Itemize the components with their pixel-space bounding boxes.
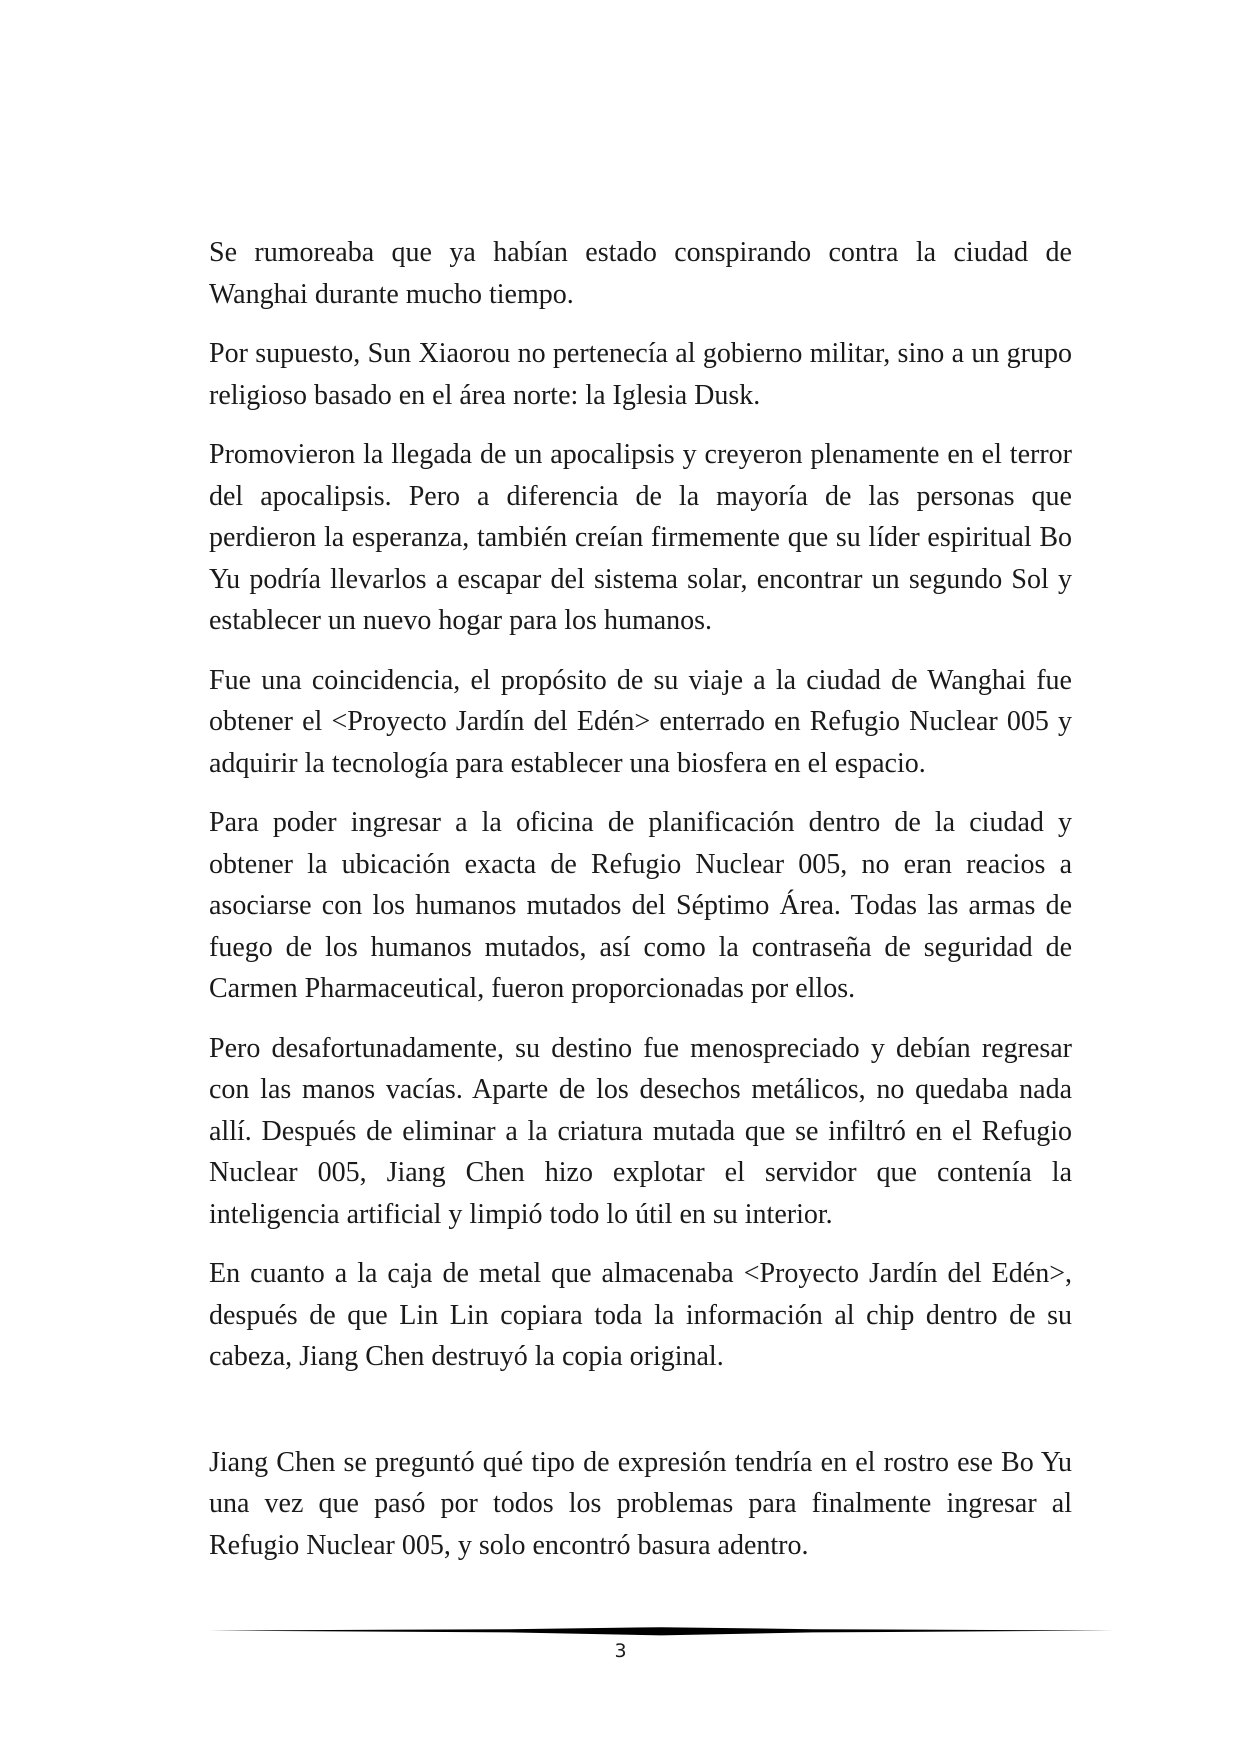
paragraph: Pero desafortunadamente, su destino fue menospreciado y debían regresar con las manos vacías. Aparte de los desechos metálicos, no quedaba nada allí. Después de eliminar a la criatura mutada que se infiltró en el Refugio Nuclear 005, Jiang Chen hizo explotar el servidor que contenía la inteligencia artificial y limpió todo lo útil en su interior. [209,1032,1072,1230]
paragraph: Promovieron la llegada de un apocalipsis y creyeron plenamente en el terror del apocalipsis. Pero a diferencia de la mayoría de las personas que perdieron la esperanza, también creían firmemente que su líder espiritual Bo Yu podría llevarlos a escapar del sistema solar, encontrar un segundo Sol y establecer un nuevo hogar para los humanos. [209,439,1072,636]
paragraph: Jiang Chen se preguntó qué tipo de expresión tendría en el rostro ese Bo Yu una vez que pasó por todos los problemas para finalmente ingresar al Refugio Nuclear 005, y solo encontró basura adentro. [209,1446,1072,1561]
footer-divider [209,1626,1113,1636]
paragraph: Por supuesto, Sun Xiaorou no pertenecía al gobierno militar, sino a un grupo religioso basado en el área norte: la Iglesia Dusk. [209,338,1072,411]
paragraph: Fue una coincidencia, el propósito de su viaje a la ciudad de Wanghai fue obtener el <Proyecto Jardín del Edén> enterrado en Refugio Nuclear 005 y adquirir la tecnología para establecer una biosfera en el espacio. [209,664,1072,779]
paragraph: En cuanto a la caja de metal que almacenaba <Proyecto Jardín del Edén>, después de que Lin Lin copiara toda la información al chip dentro de su cabeza, Jiang Chen destruyó la copia original. [209,1258,1072,1372]
body-text [209,232,1072,1584]
paragraph: Para poder ingresar a la oficina de planificación dentro de la ciudad y obtener la ubicación exacta de Refugio Nuclear 005, no eran reacios a asociarse con los humanos mutados del Séptimo Área. Todas las armas de fuego de los humanos mutados, así como la contraseña de seguridad de Carmen Pharmaceutical, fueron proporcionadas por ellos. [209,807,1072,1004]
paragraph: Se rumoreaba que ya habían estado conspirando contra la ciudad de Wanghai durante mucho tiempo. [209,237,1072,310]
page-number: 3 [614,1640,627,1662]
